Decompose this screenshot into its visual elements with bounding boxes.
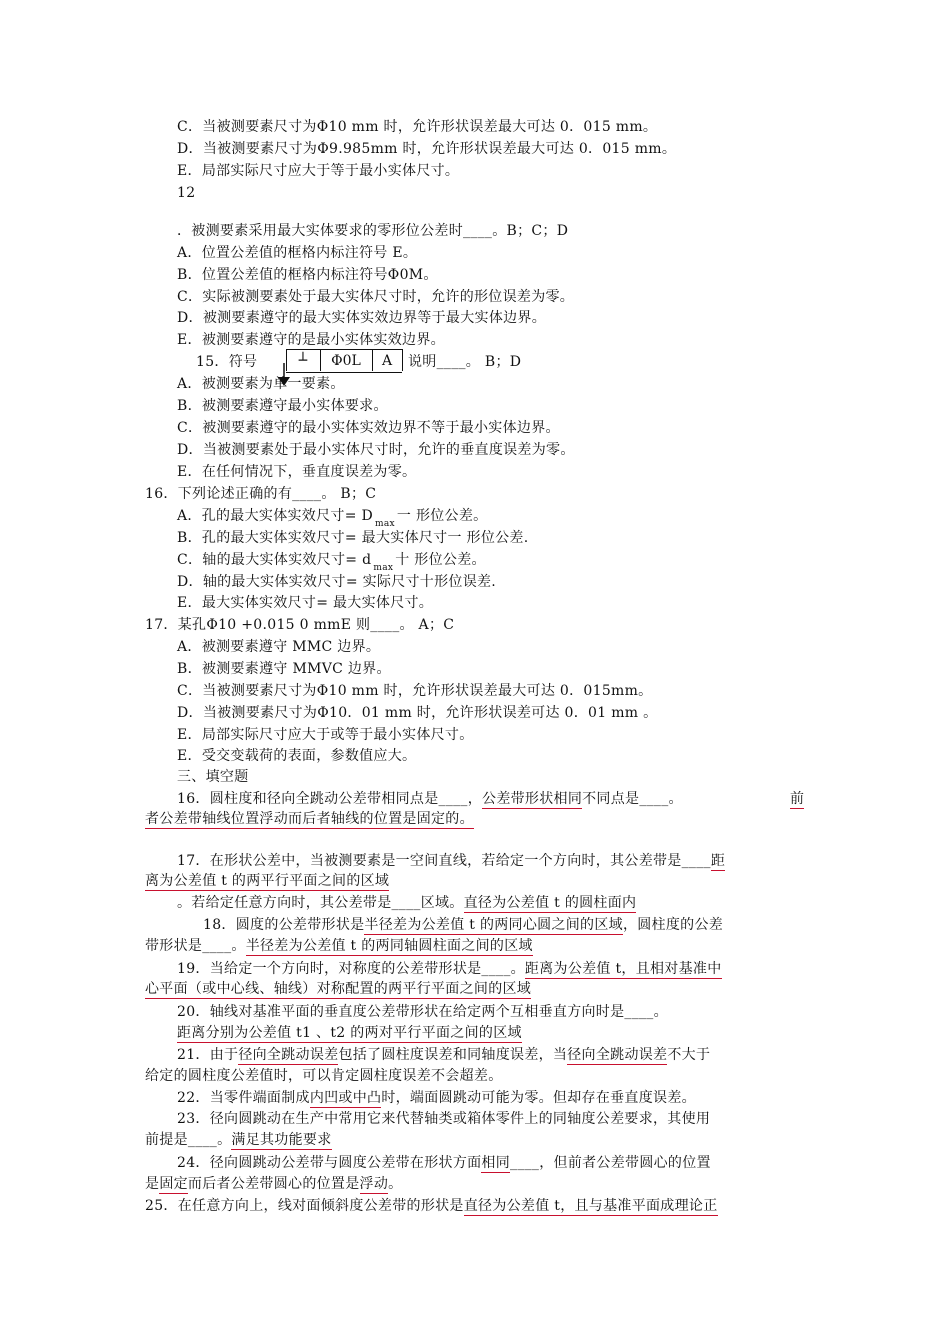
option-d: D．当被测要素尺寸为Φ10．01 mm 时，允许形状误差可达 0．01 mm 。 (177, 705, 658, 721)
fill-17: 17．在形状公差中，当被测要素是一空间直线，若给定一个方向时，其公差带是____距 (177, 853, 726, 869)
option-a: A．孔的最大实体实效尺寸= D $_{max}$ 一 形位公差。 (177, 508, 488, 529)
option-c: C．当被测要素尺寸为Φ10 mm 时，允许形状误差最大可达 0．015mm。 (177, 683, 653, 699)
q15-prefix: 15．符号 (196, 354, 258, 370)
fill-24: 24．径向圆跳动公差带与圆度公差带在形状方面相同____，但前者公差带圆心的位置 (177, 1155, 711, 1171)
option-c: C．轴的最大实体实效尺寸= d $_{max}$ 十 形位公差。 (177, 552, 486, 573)
option-c: C．被测要素遵守的最小实体实效边界不等于最小实体边界。 (177, 420, 560, 436)
datum-label: A (372, 349, 402, 373)
fill-16: 16．圆柱度和径向全跳动公差带相同点是____，公差带形状相同不同点是____。 (177, 791, 683, 807)
option-a: A．被测要素为单一要素。 (177, 376, 345, 392)
fill-20-answer: 距离分别为公差值 t1 、t2 的两对平行平面之间的区域 (177, 1025, 522, 1041)
option-a: A．位置公差值的框格内标注符号 E。 (177, 245, 418, 261)
option-c: C．实际被测要素处于最大实体尺寸时，允许的形位误差为零。 (177, 289, 575, 305)
option-b: B．位置公差值的框格内标注符号Φ0M。 (177, 267, 438, 283)
question-number: 12 (177, 185, 196, 201)
option-e: E．受交变载荷的表面，参数值应大。 (177, 748, 417, 764)
fill-18-b: 带形状是____。半径差为公差值 t 的两同轴圆柱面之间的区域 (145, 938, 533, 954)
fill-17-b: 。若给定任意方向时，其公差带是____区域。直径为公差值 t 的圆柱面内 (177, 895, 637, 911)
fill-22: 22．当零件端面制成内凹或中凸时，端面圆跳动可能为零。但却存在垂直度误差。 (177, 1090, 696, 1106)
fill-19-answer: 心平面（或中心线、轴线）对称配置的两平行平面之间的区域 (145, 981, 532, 997)
fill-24-b: 是固定而后者公差带圆心的位置是浮动。 (145, 1176, 403, 1192)
option-b: B．被测要素遵守 MMVC 边界。 (177, 661, 391, 677)
fill-17-answer: 离为公差值 t 的两平行平面之间的区域 (145, 873, 390, 889)
perpendicularity-icon: ┴ (286, 349, 320, 373)
tolerance-value: Φ0L (320, 349, 372, 373)
question-stem: ．被测要素采用最大实体要求的零形位公差时____。B；C；D (177, 223, 569, 239)
question-stem: 16．下列论述正确的有____。 B；C (145, 486, 377, 502)
fill-20: 20．轴线对基准平面的垂直度公差带形状在给定两个互相垂直方向时是____。 (177, 1004, 668, 1020)
fill-16-answer-start: 前 (790, 791, 805, 807)
option-e: E．在任何情况下，垂直度误差为零。 (177, 464, 417, 480)
q15-suffix: 说明____。 B；D (408, 354, 522, 370)
question-stem: 17．某孔Φ10 +0.015 0 mmE 则____。 A；C (145, 617, 455, 633)
option-e: E．局部实际尺寸应大于等于最小实体尺寸。 (177, 163, 460, 179)
fill-18: 18．圆度的公差带形状是半径差为公差值 t 的两同心圆之间的区域，圆柱度的公差 (203, 917, 724, 933)
option-b: B．孔的最大实体实效尺寸= 最大实体尺寸一 形位公差. (177, 530, 529, 546)
option-e: E．最大实体实效尺寸= 最大实体尺寸。 (177, 595, 434, 611)
fill-23: 23．径向圆跳动在生产中常用它来代替轴类或箱体零件上的同轴度公差要求，其使用 (177, 1111, 711, 1127)
fill-16-answer: 者公差带轴线位置浮动而后者轴线的位置是固定的。 (145, 811, 474, 827)
fill-21-b: 给定的圆柱度公差值时，可以肯定圆柱度误差不会超差。 (145, 1068, 503, 1084)
option-c: C．当被测要素尺寸为Φ10 mm 时，允许形状误差最大可达 0．015 mm。 (177, 119, 658, 135)
option-e: E．被测要素遵守的是最小实体实效边界。 (177, 332, 445, 348)
fill-25: 25．在任意方向上，线对面倾斜度公差带的形状是直径为公差值 t，且与基准平面成理论正 (145, 1198, 718, 1214)
option-a: A．被测要素遵守 MMC 边界。 (177, 639, 381, 655)
fill-19: 19．当给定一个方向时，对称度的公差带形状是____。距离为公差值 t，且相对基准中 (177, 961, 722, 977)
option-b: B．被测要素遵守最小实体要求。 (177, 398, 388, 414)
section-heading: 三、填空题 (177, 769, 249, 785)
fill-21: 21．由于径向全跳动误差包括了圆柱度误差和同轴度误差，当径向全跳动误差不大于 (177, 1047, 711, 1063)
option-d: D．被测要素遵守的最大实体实效边界等于最大实体边界。 (177, 310, 547, 326)
option-d: D．轴的最大实体实效尺寸= 实际尺寸十形位误差. (177, 574, 497, 590)
option-e: E．局部实际尺寸应大于或等于最小实体尺寸。 (177, 727, 474, 743)
option-d: D．当被测要素处于最小实体尺寸时，允许的垂直度误差为零。 (177, 442, 575, 458)
option-d: D．当被测要素尺寸为Φ9.985mm 时，允许形状误差最大可达 0．015 mm。 (177, 141, 677, 157)
fill-23-b: 前提是____。满足其功能要求 (145, 1132, 332, 1148)
